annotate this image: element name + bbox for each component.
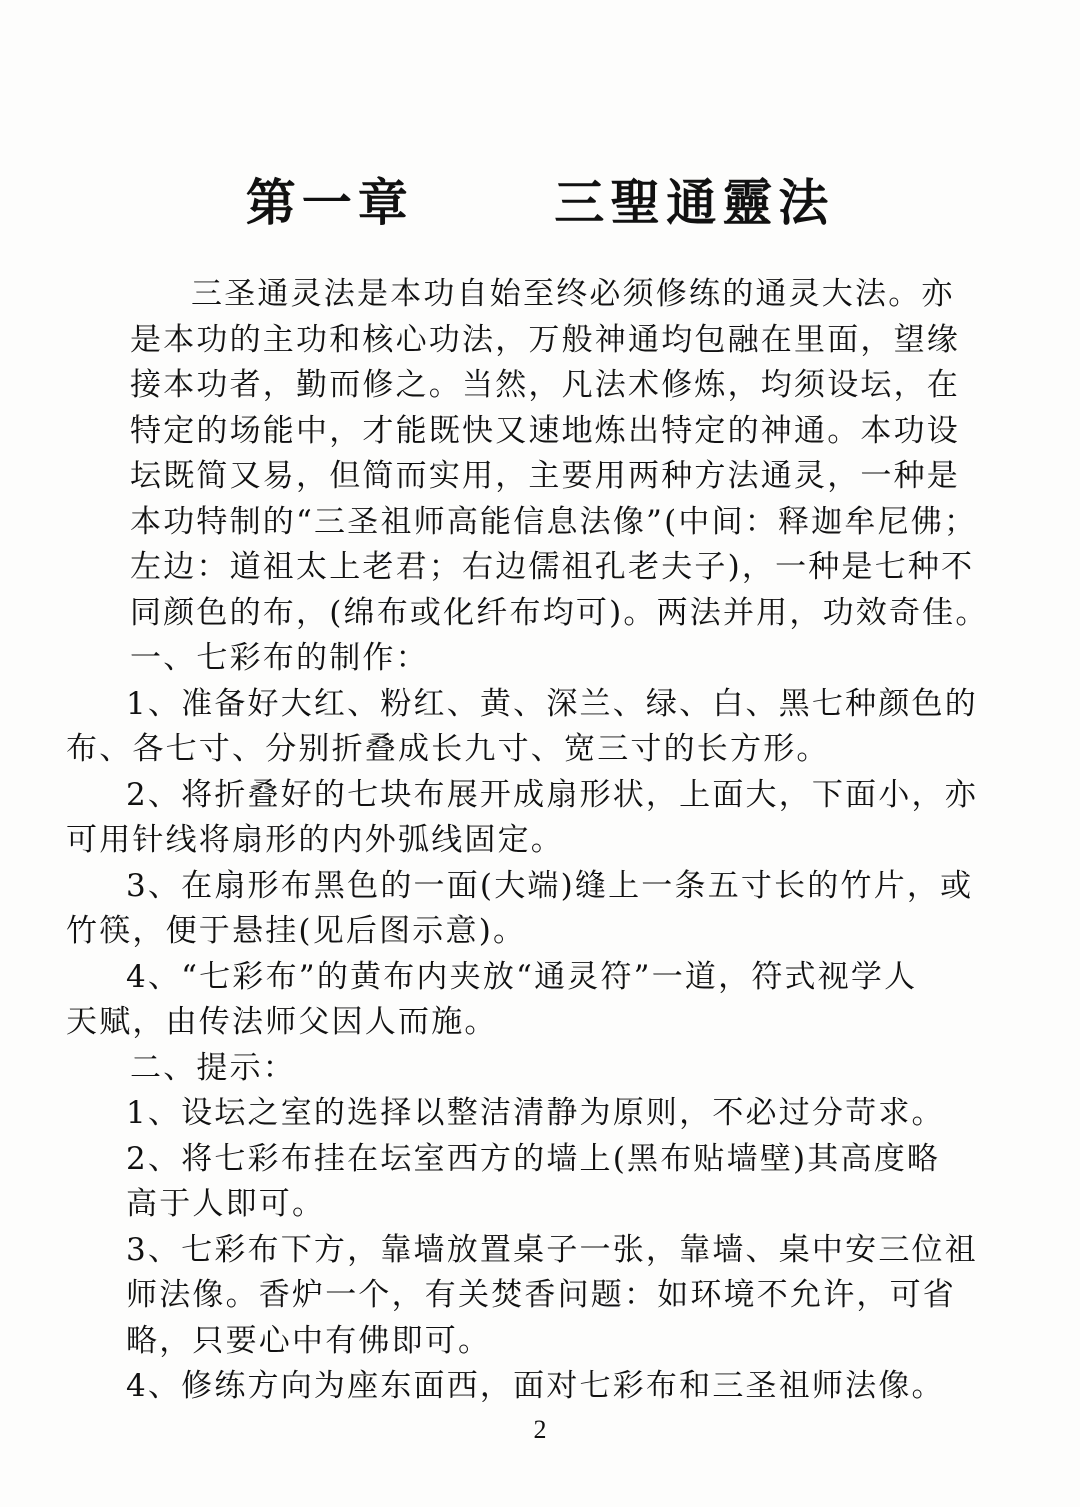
list-item-continuation: 高于人即可。 [126, 1186, 326, 1222]
page-number: 2 [533, 1415, 547, 1444]
list-item: 3、在扇形布黑色的一面(大端)缝上一条五寸长的竹片，或 [126, 867, 974, 904]
list-item-continuation: 略，只要心中有佛即可。 [126, 1322, 492, 1359]
list-item-continuation: 可用针线将扇形的内外弧线固定。 [66, 822, 564, 858]
list-item: 4、修练方向为座东面西，面对七彩布和三圣祖师法像。 [126, 1368, 945, 1404]
paragraph-line: 同颜色的布，(绵布或化纤布均可)。两法并用，功效奇佳。 [130, 594, 989, 631]
section-heading-1: 一、七彩布的制作： [130, 640, 429, 676]
body-text [66, 272, 989, 1410]
chapter-title: 第一章 三聖通靈法 [245, 174, 835, 232]
paragraph-line: 左边：道祖太上老君；右边儒祖孔老夫子)，一种是七种不 [130, 549, 975, 585]
paragraph-line: 三圣通灵法是本功自始至终必须修练的通灵大法。亦 [191, 276, 955, 312]
list-item: 2、将折叠好的七块布展开成扇形状，上面大，下面小，亦 [126, 776, 978, 813]
list-item-continuation: 竹筷，便于悬挂(见后图示意)。 [66, 913, 527, 949]
paragraph-line: 是本功的主功和核心功法，万般神通均包融在里面，望缘 [130, 321, 960, 358]
list-item-continuation: 天赋，由传法师父因人而施。 [66, 1004, 498, 1040]
list-item: 1、准备好大红、粉红、黄、深兰、绿、白、黑七种颜色的 [126, 685, 978, 722]
list-item: 1、设坛之室的选择以整洁清静为原则，不必过分苛求。 [126, 1095, 945, 1131]
list-item-continuation: 布、各七寸、分别折叠成长九寸、宽三寸的长方形。 [66, 731, 830, 767]
list-item: 4、“七彩布”的黄布内夹放“通灵符”一道，符式视学人 [126, 958, 918, 995]
list-item-continuation: 师法像。香炉一个，有关焚香问题：如环境不允许，可省 [126, 1277, 956, 1313]
paragraph-line: 特定的场能中，才能既快又速地炼出特定的神通。本功设 [130, 412, 960, 449]
paragraph-line: 坛既简又易，但简而实用，主要用两种方法通灵，一种是 [130, 458, 960, 494]
paragraph-line: 接本功者，勤而修之。当然，凡法术修炼，均须设坛，在 [130, 367, 960, 403]
list-item: 3、七彩布下方，靠墙放置桌子一张，靠墙、桌中安三位祖 [126, 1231, 978, 1268]
list-item: 2、将七彩布挂在坛室西方的墙上(黑布贴墙壁)其高度略 [126, 1140, 941, 1177]
paragraph-line: 本功特制的“三圣祖师高能信息法像”(中间：释迦牟尼佛； [130, 503, 978, 540]
section-heading-2: 二、提示： [130, 1049, 296, 1086]
